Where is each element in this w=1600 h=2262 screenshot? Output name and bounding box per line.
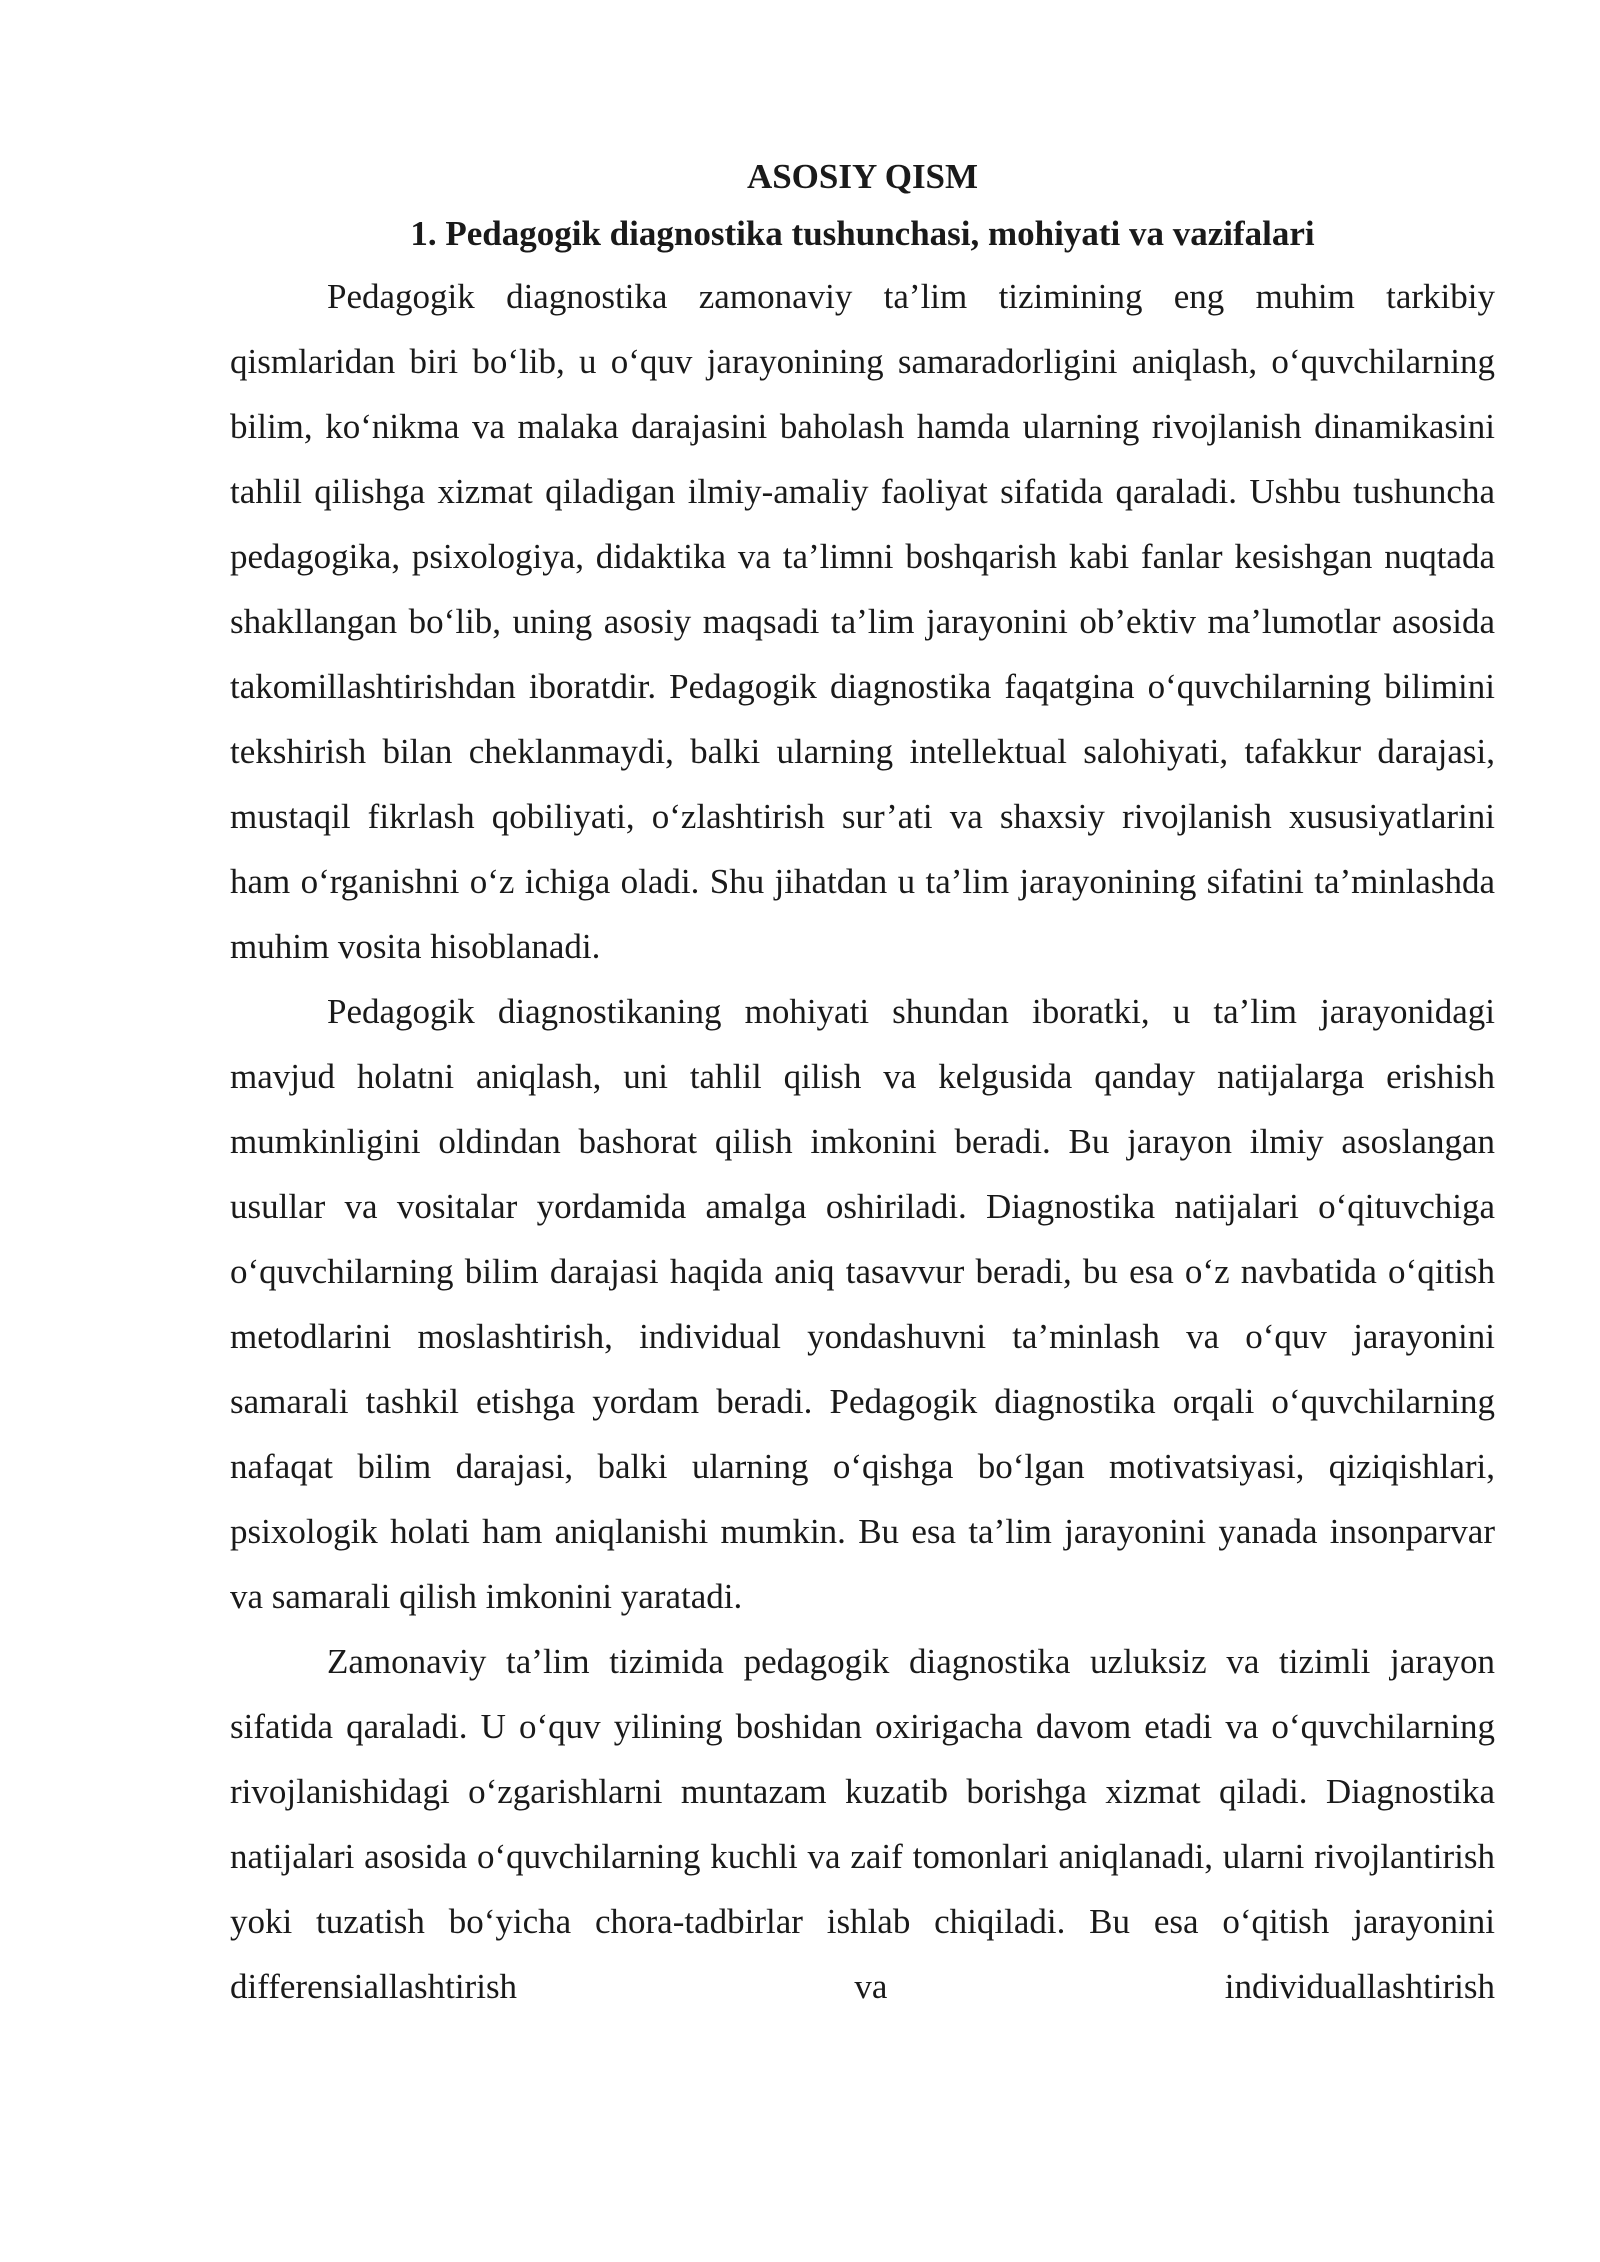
paragraph-3: Zamonaviy ta’lim tizimida pedagogik diagnostika uzluksiz va tizimli jarayon sifatida qaraladi. U o‘quv yilining boshidan oxirigacha davom etadi va o‘quvchilarning rivojlanishidagi o‘zgarishlarni muntazam kuzatib borishga xizmat qiladi. Diagnostika natijalari asosida o‘quvchilarning kuchli va zaif tomonlari aniqlanadi, ularni rivojlantirish yoki tuzatish bo‘yicha chora-tadbirlar ishlab chiqiladi. Bu esa o‘qitish jarayonini differensiallashtirish va individuallashtirish (230, 1642, 1495, 2006)
paragraph-2: Pedagogik diagnostikaning mohiyati shundan iboratki, u ta’lim jarayonidagi mavjud holatni aniqlash, uni tahlil qilish va kelgusida qanday natijalarga erishish mumkinligini oldindan bashorat qilish imkonini beradi. Bu jarayon ilmiy asoslangan usullar va vositalar yordamida amalga oshiriladi. Diagnostika natijalari o‘qituvchiga o‘quvchilarning bilim darajasi haqida aniq tasavvur beradi, bu esa o‘z navbatida o‘qitish metodlarini moslashtirish, individual yondashuvni ta’minlash va o‘quv jarayonini samarali tashkil etishga yordam beradi. Pedagogik diagnostika orqali o‘quvchilarning nafaqat bilim darajasi, balki ularning o‘qishga bo‘lgan motivatsiyasi, qiziqishlari, psixologik holati ham aniqlanishi mumkin. Bu esa ta’lim jarayonini yanada insonparvar va samarali qilish imkonini yaratadi. (230, 992, 1495, 1616)
document-page (230, 148, 1495, 2019)
paragraph-1: Pedagogik diagnostika zamonaviy ta’lim tizimining eng muhim tarkibiy qismlaridan biri bo‘lib, u o‘quv jarayonining samaradorligini aniqlash, o‘quvchilarning bilim, ko‘nikma va malaka darajasini baholash hamda ularning rivojlanish dinamikasini tahlil qilishga xizmat qiladigan ilmiy-amaliy faoliyat sifatida qaraladi. Ushbu tushuncha pedagogika, psixologiya, didaktika va ta’limni boshqarish kabi fanlar kesishgan nuqtada shakllangan bo‘lib, uning asosiy maqsadi ta’lim jarayonini ob’ektiv ma’lumotlar asosida takomillashtirishdan iboratdir. Pedagogik diagnostika faqatgina o‘quvchilarning bilimini tekshirish bilan cheklanmaydi, balki ularning intellektual salohiyati, tafakkur darajasi, mustaqil fikrlash qobiliyati, o‘zlashtirish sur’ati va shaxsiy rivojlanish xususiyatlarini ham o‘rganishni o‘z ichiga oladi. Shu jihatdan u ta’lim jarayonining sifatini ta’minlashda muhim vosita hisoblanadi. (230, 277, 1495, 966)
section-heading: 1. Pedagogik diagnostika tushunchasi, mohiyati va vazifalari (410, 214, 1315, 253)
main-heading: ASOSIY QISM (746, 157, 979, 196)
